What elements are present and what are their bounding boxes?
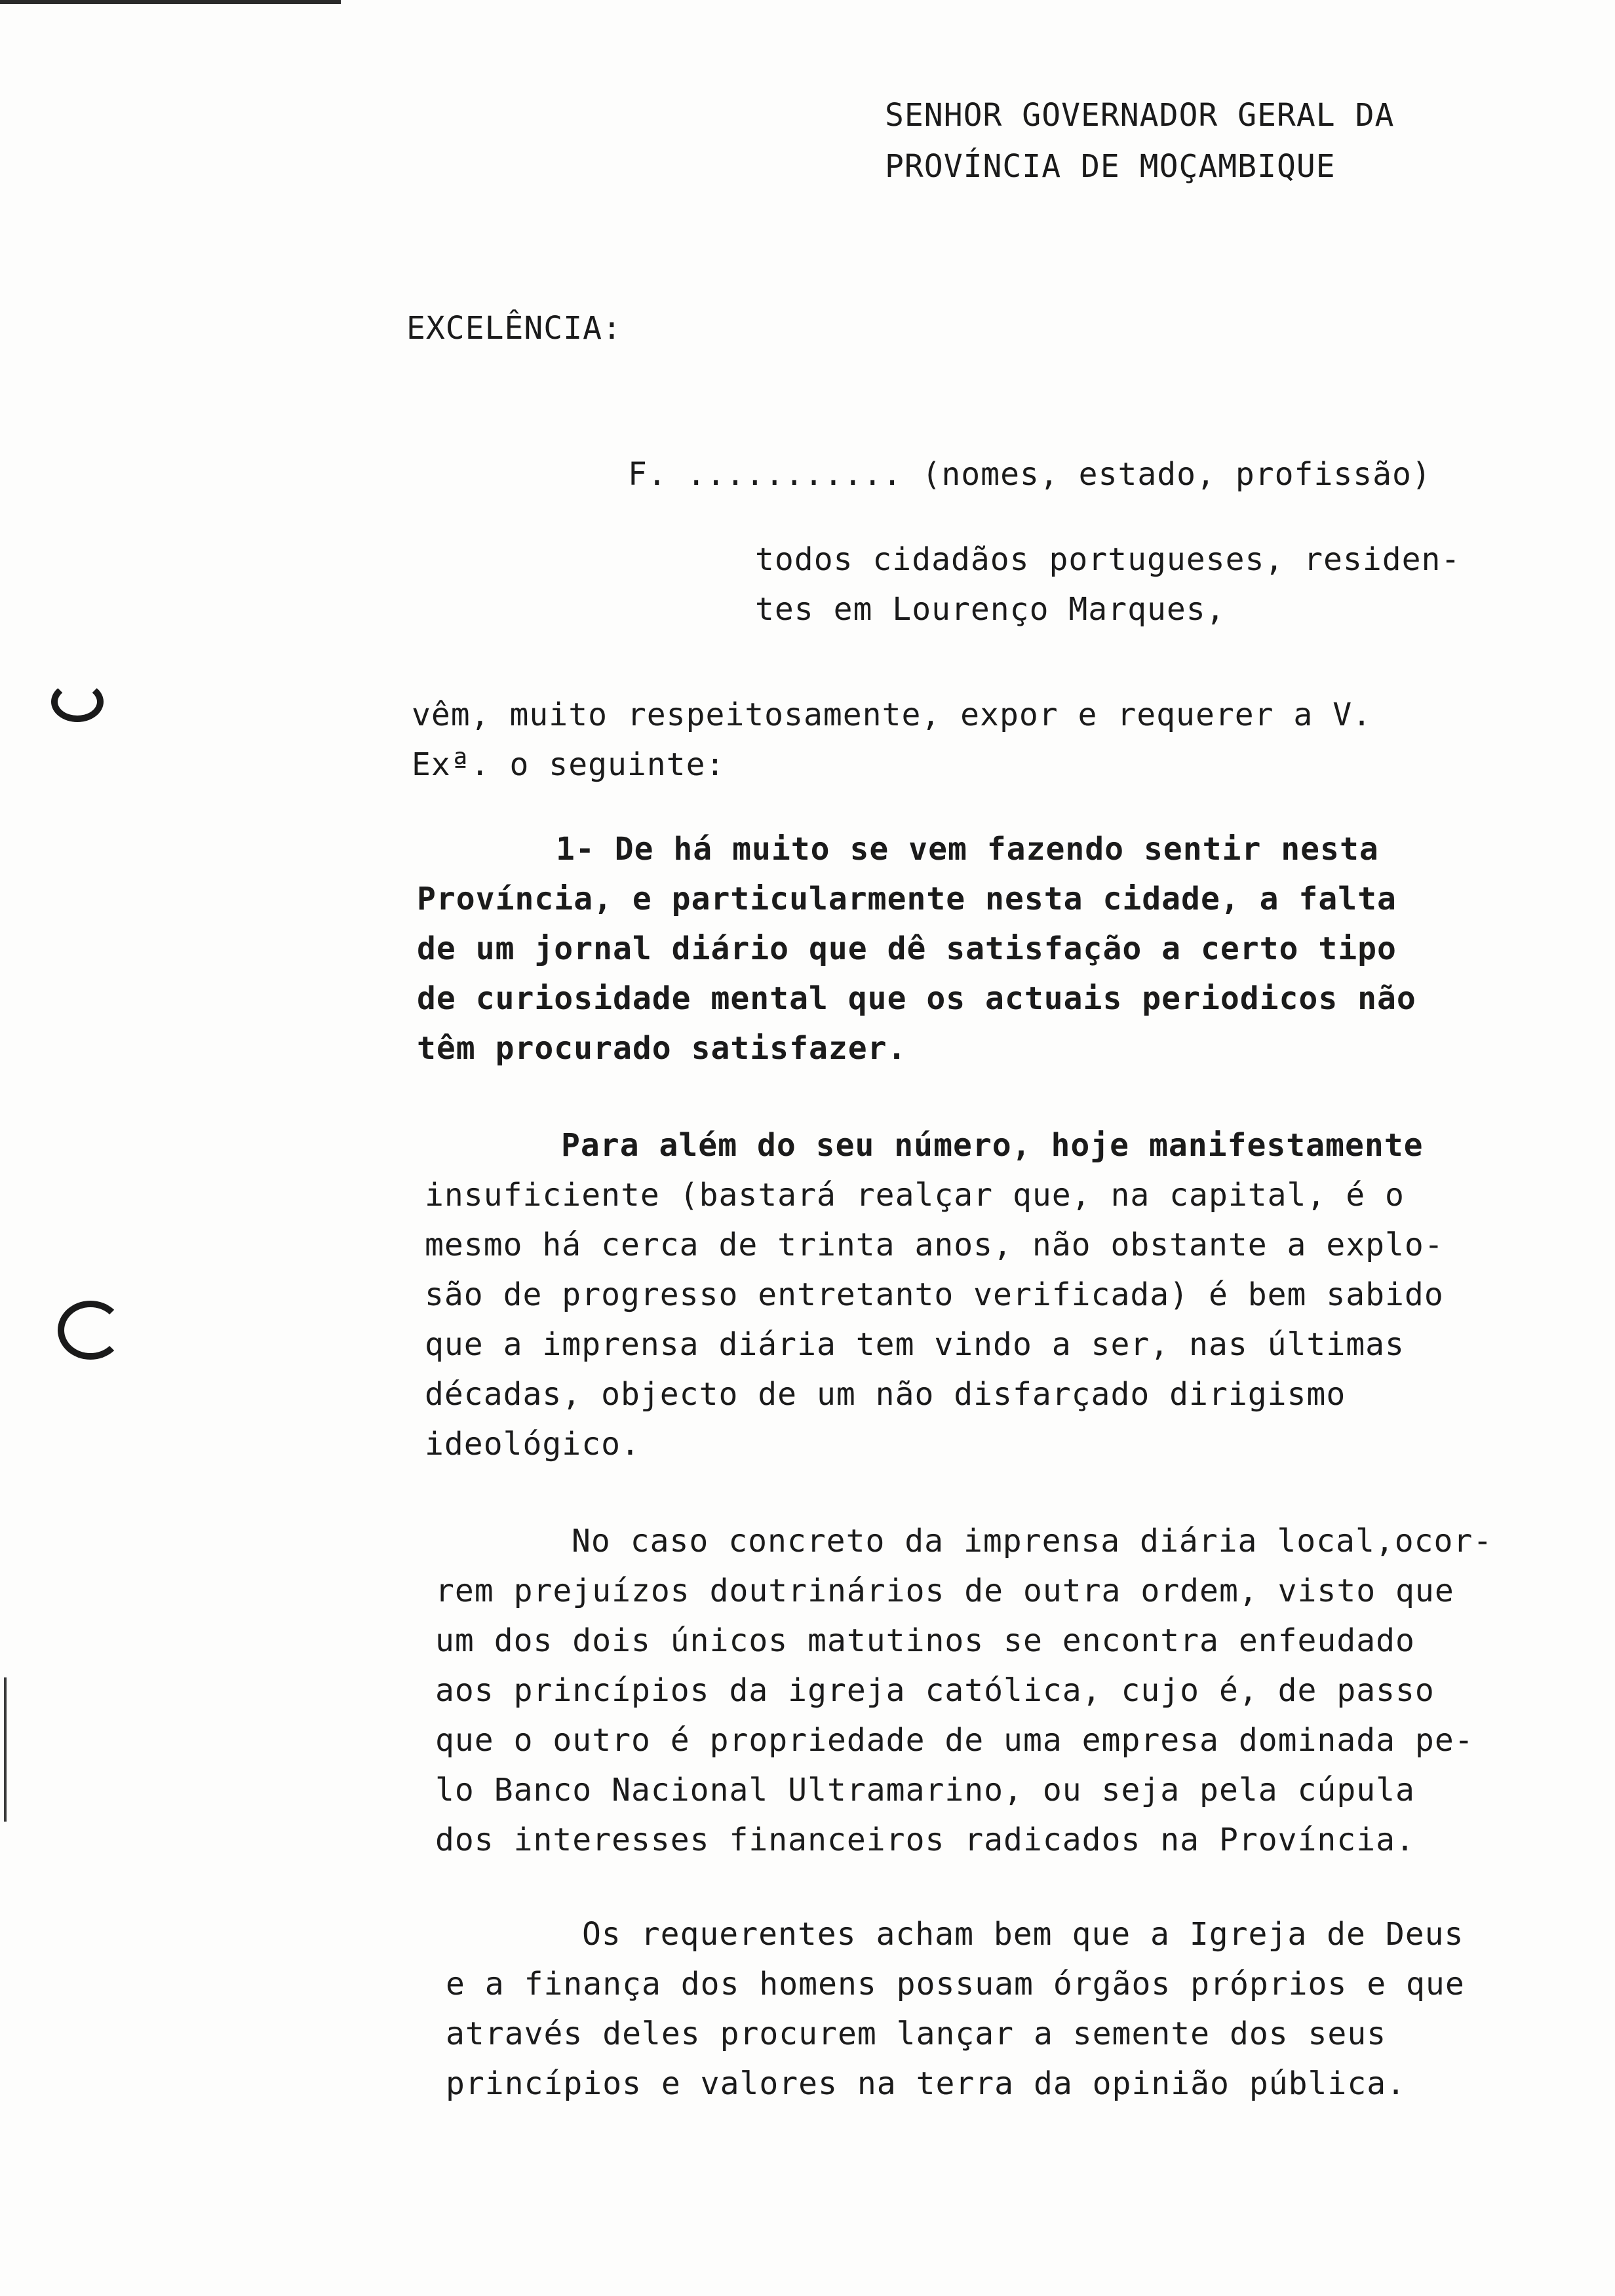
paragraph-3-line-5: que o outro é propriedade de uma empresa dominada pe- <box>435 1722 1474 1759</box>
applicants-line: F. ........... (nomes, estado, profissão) <box>628 456 1431 493</box>
paragraph-3-line-4: aos princípios da igreja católica, cujo é, de passo <box>435 1672 1435 1709</box>
paragraph-3-line-3: um dos dois únicos matutinos se encontra enfeudado <box>435 1622 1415 1659</box>
paragraph-3-line-2: rem prejuízos doutrinários de outra ordem, visto que <box>435 1573 1454 1609</box>
paragraph-3-line-1: No caso concreto da imprensa diária local,ocor- <box>572 1523 1493 1559</box>
intro-line-1: vêm, muito respeitosamente, expor e requerer a V. <box>412 697 1372 733</box>
top-edge-rule <box>0 0 341 4</box>
paragraph-2-line-6: décadas, objecto de um não disfarçado dirigismo <box>425 1376 1346 1413</box>
paragraph-4-line-2: e a finança dos homens possuam órgãos próprios e que <box>446 1966 1465 2002</box>
paragraph-2-line-5: que a imprensa diária tem vindo a ser, nas últimas <box>425 1326 1405 1363</box>
paragraph-4-line-4: princípios e valores na terra da opinião pública. <box>446 2065 1407 2102</box>
paragraph-3-line-7: dos interesses financeiros radicados na Província. <box>435 1822 1415 1858</box>
paragraph-2-line-2: insuficiente (bastará realçar que, na capital, é o <box>425 1177 1405 1214</box>
punch-hole-mark-top <box>51 681 104 722</box>
paragraph-1-line-4: de curiosidade mental que os actuais periodicos não <box>417 980 1416 1017</box>
paragraph-1-line-1: 1- De há muito se vem fazendo sentir nesta <box>556 831 1379 868</box>
salutation: EXCELÊNCIA: <box>406 310 622 347</box>
intro-line-2: Exª. o seguinte: <box>412 746 726 783</box>
addressee-line-2: PROVÍNCIA DE MOÇAMBIQUE <box>885 148 1336 185</box>
paragraph-2-line-7: ideológico. <box>425 1426 640 1463</box>
residence-line-2: tes em Lourenço Marques, <box>755 591 1226 628</box>
paragraph-2-line-4: são de progresso entretanto verificada) é bem sabido <box>425 1276 1444 1313</box>
left-margin-mark <box>4 1677 7 1822</box>
paragraph-1-line-2: Província, e particularmente nesta cidade, a falta <box>417 881 1397 917</box>
paragraph-2-line-3: mesmo há cerca de trinta anos, não obstante a explo- <box>425 1227 1444 1263</box>
paragraph-1-line-5: têm procurado satisfazer. <box>417 1030 907 1067</box>
paragraph-4-line-3: através deles procurem lançar a semente dos seus <box>446 2016 1387 2052</box>
paragraph-1-line-3: de um jornal diário que dê satisfação a certo tipo <box>417 930 1397 967</box>
paragraph-3-line-6: lo Banco Nacional Ultramarino, ou seja pela cúpula <box>435 1772 1415 1808</box>
paragraph-4-line-1: Os requerentes acham bem que a Igreja de Deus <box>582 1916 1464 1953</box>
addressee-line-1: SENHOR GOVERNADOR GERAL DA <box>885 97 1395 134</box>
residence-line-1: todos cidadãos portugueses, residen- <box>755 541 1461 578</box>
paragraph-2-line-1: Para além do seu número, hoje manifestamente <box>561 1127 1424 1164</box>
punch-hole-mark-bottom <box>58 1301 123 1360</box>
